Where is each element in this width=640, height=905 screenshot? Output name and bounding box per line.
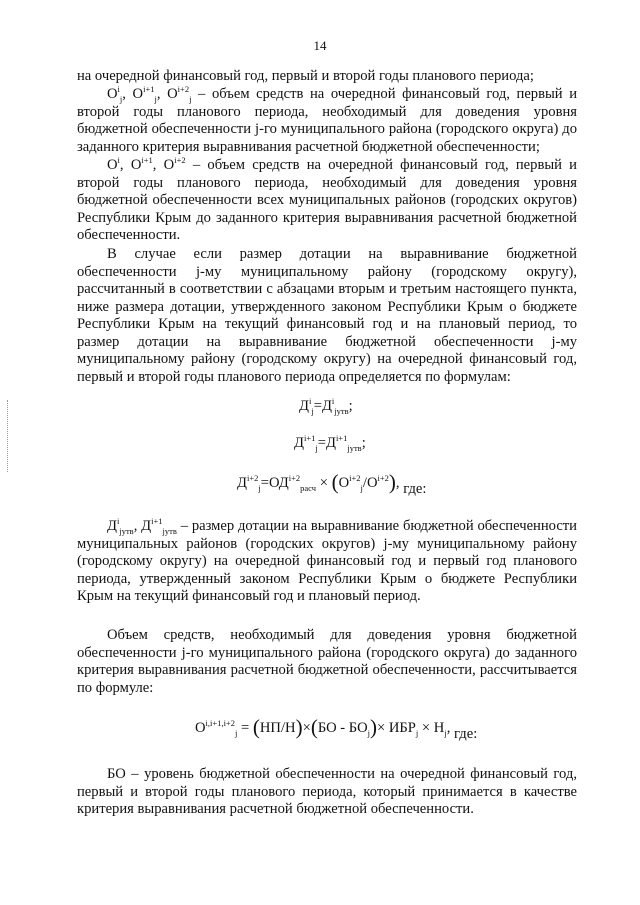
formula-4: $O^{i,i+1,i+2}_j = (НП/Н)\times(БО - БО_j)\times ИБР_j \times Н_j$, где:	[195, 715, 478, 742]
formula-3: $Д^{i+2}_j=ОД^{i+2}_{расч} \times (O^{i+2}_j/O^{i+2})$, где:	[237, 470, 427, 497]
formula-1: $Д^i_j=Д^i_{jутв}$;	[299, 396, 353, 416]
paragraph-d-approved: $Д^i_{jутв}$, $Д^{i+1}_{jутв}$ – размер дотации на выравнивание бюджетной обеспеченности муниципальных районов (городских округов) j-му муниципальному району (городскому округу) на очередной финансовый год и первый год планового периода, утвержденный законом Республики Крым о бюджете Республики Крым на текущий финансовый год и плановый период.	[77, 516, 577, 604]
paragraph-subsidy-case: В случае если размер дотации на выравнивание бюджетной обеспеченности j-му муниципальному району (городскому округу), рассчитанный в соответствии с абзацами вторым и третьим настоящего пункта, ниже размера дотации, утвержденного законом Республики Крым о бюджете Республики Крым на текущий финансовый год и на плановый период, то размер дотации на выравнивание бюджетной обеспеченности j-му муниципальному району (городскому округу) на очередной финансовый год, первый и второй годы планового периода определяется по формулам:	[77, 246, 577, 385]
gde-label-1: где:	[403, 481, 427, 497]
paragraph-volume: Объем средств, необходимый для доведения уровня бюджетной обеспеченности j-го муниципального района (городского округа) до заданного критерия выравнивания расчетной бюджетной обеспеченности, рассчитывается по формуле:	[77, 627, 577, 696]
paragraph-bo: БО – уровень бюджетной обеспеченности на очередной финансовый год, первый и второй годы планового периода, который принимается в качестве критерия выравнивания расчетной бюджетной обеспеченности.	[77, 766, 577, 817]
symbol-o-total: $O^i$, $O^{i+1}$, $O^{i+2}$	[107, 155, 186, 173]
paragraph-continuation: на очередной финансовый год, первый и второй годы планового периода;	[77, 68, 534, 84]
symbol-d-approved: $Д^i_{jутв}$, $Д^{i+1}_{jутв}$	[107, 516, 177, 536]
symbol-o-j: $O^i_j$, $O^{i+1}_j$, $O^{i+2}_j$	[107, 84, 192, 104]
margin-mark	[7, 400, 9, 472]
paragraph-o-j: $O^i_j$, $O^{i+1}_j$, $O^{i+2}_j$ – объем средств на очередной финансовый год, первый и второй годы планового периода, необходимый для доведения уровня бюджетной обеспеченности j-го муниципального района (городского округа) до заданного критерия выравнивания расчетной бюджетной обеспеченности;	[77, 84, 578, 155]
page-number: 14	[313, 38, 327, 53]
gde-label-2: где:	[454, 726, 478, 742]
formula-2: $Д^{i+1}_j=Д^{i+1}_{jутв}$;	[294, 433, 366, 453]
paragraph-o-total: $O^i$, $O^{i+1}$, $O^{i+2}$ – объем средств на очередной финансовый год, первый и второй годы планового периода, необходимый для доведения уровня бюджетной обеспеченности всех муниципальных районов (городских округов) Республики Крым до заданного критерия выравнивания расчетной бюджетной обеспеченности.	[77, 155, 577, 243]
